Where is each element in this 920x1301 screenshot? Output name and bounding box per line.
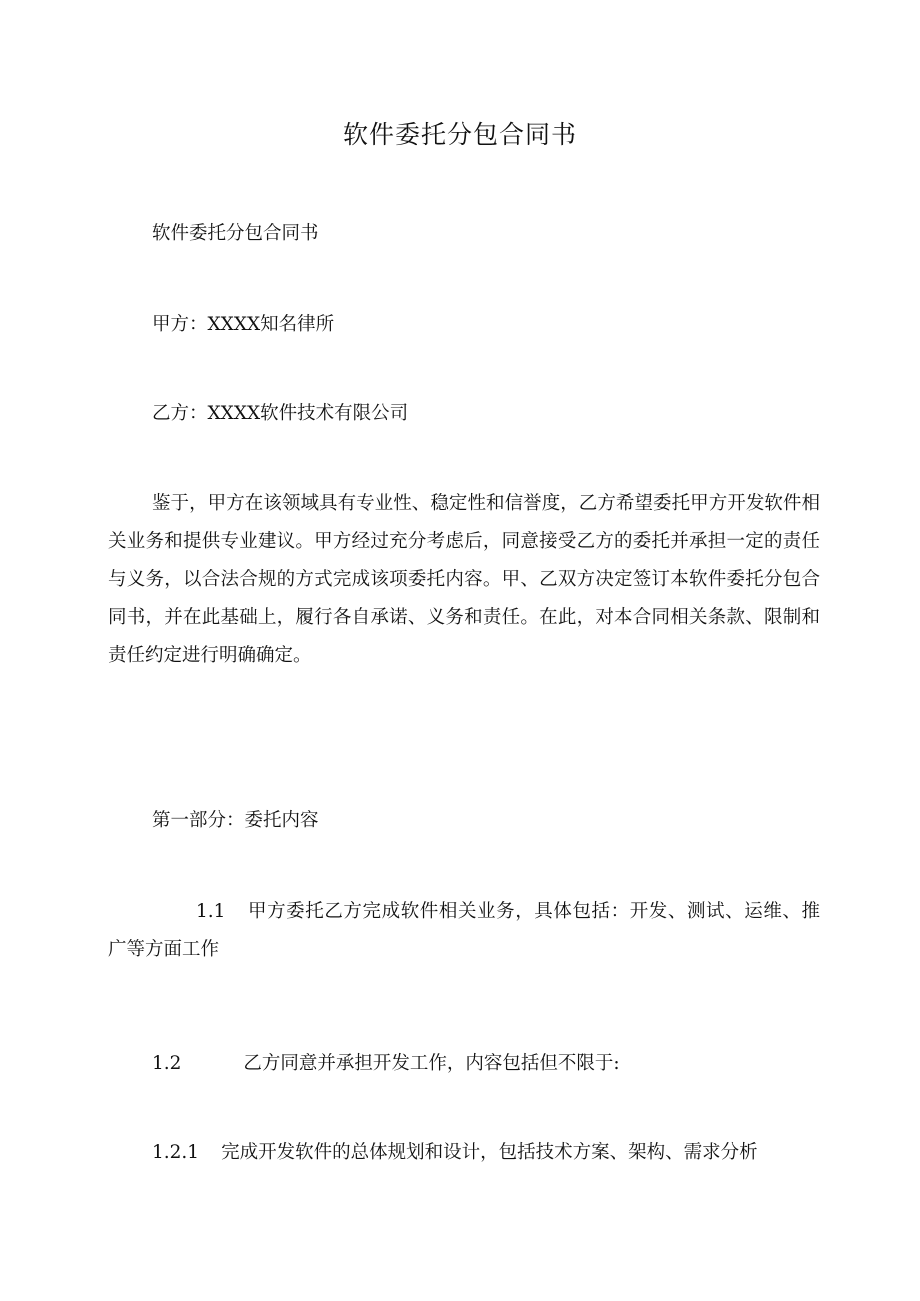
clause-1-1-number: 1.1	[196, 901, 226, 922]
document-subtitle: 软件委托分包合同书	[152, 223, 319, 244]
preamble-paragraph: 鉴于，甲方在该领域具有专业性、稳定性和信誉度，乙方希望委托甲方开发软件相关业务和提供专业建议。甲方经过充分考虑后，同意接受乙方的委托并承担一定的责任与义务，以合法合规的方式完成该项委托内容。甲、乙双方决定签订本软件委托分包合同书，并在此基础上，履行各自承诺、义务和责任。在此，对本合同相关条款、限制和责任约定进行明确确定。	[108, 493, 820, 666]
clause-1-2-number: 1.2	[152, 1053, 182, 1074]
section-1-heading: 第一部分：委托内容	[152, 810, 319, 831]
document-title: 软件委托分包合同书	[342, 120, 577, 149]
clause-1-2-1	[152, 1134, 758, 1172]
clause-1-1-text: 甲方委托乙方完成软件相关业务，具体包括：开发、测试、运维、推广等方面工作	[108, 901, 820, 960]
clause-1-1	[108, 893, 820, 969]
clause-1-2-text: 乙方同意并承担开发工作，内容包括但不限于:	[243, 1053, 620, 1074]
clause-1-2	[152, 1045, 620, 1083]
party-a: 甲方：XXXX知名律所	[152, 314, 335, 335]
party-b: 乙方：XXXX软件技术有限公司	[152, 403, 409, 424]
clause-1-2-1-number: 1.2.1	[152, 1142, 200, 1163]
clause-1-2-1-text: 完成开发软件的总体规划和设计，包括技术方案、架构、需求分析	[221, 1142, 758, 1163]
